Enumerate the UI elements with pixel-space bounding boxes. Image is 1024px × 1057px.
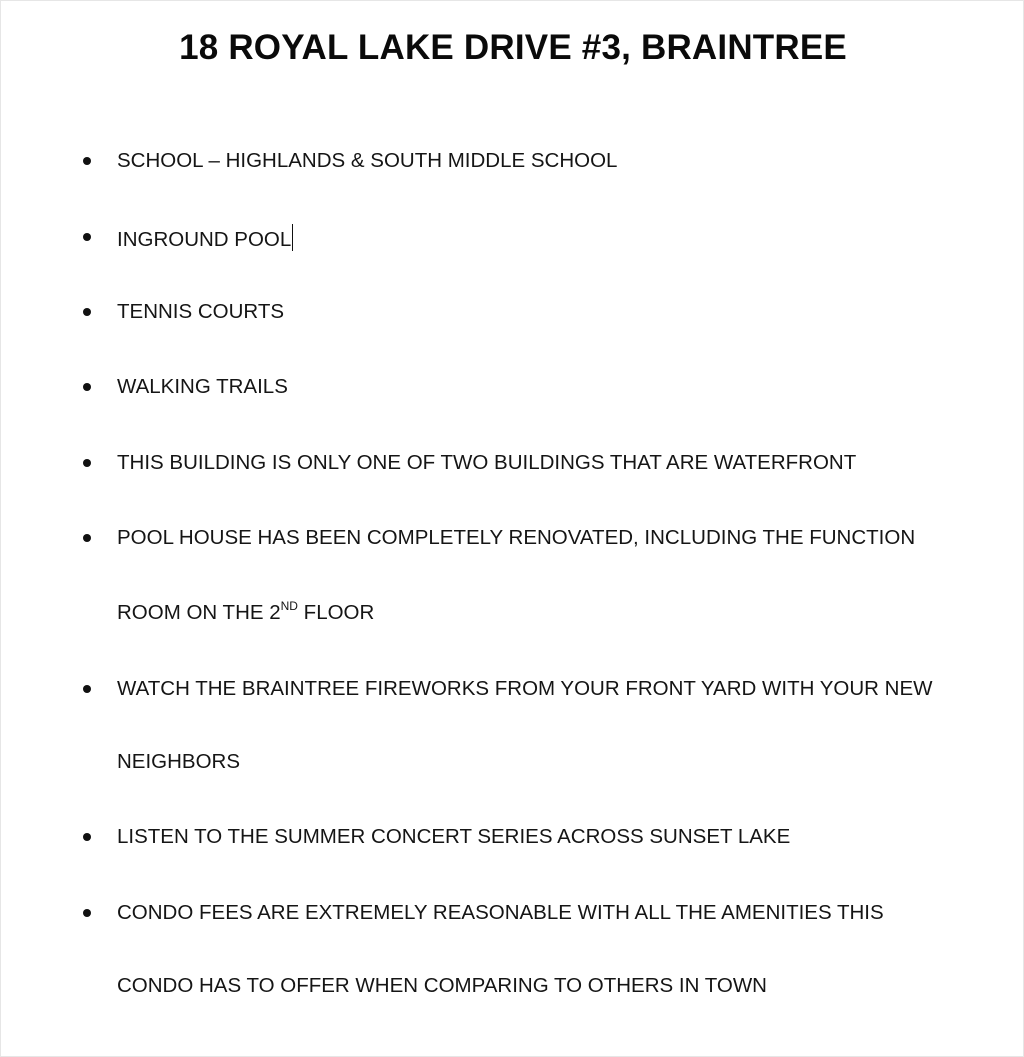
bullet-icon [83, 833, 91, 841]
list-item-text-continued: CONDO HAS TO OFFER WHEN COMPARING TO OTHERS IN TOWN [117, 974, 767, 997]
superscript-ordinal: ND [280, 599, 298, 614]
list-item-text-part: FLOOR [297, 601, 375, 624]
list-item-text-continued [117, 600, 374, 626]
bullet-icon [83, 308, 91, 316]
list-item-text: WALKING TRAILS [117, 375, 288, 398]
document-title: 18 ROYAL LAKE DRIVE #3, BRAINTREE [179, 28, 847, 67]
bullet-icon [83, 233, 91, 241]
list-item-label: INGROUND POOL [117, 228, 292, 251]
list-item-text: THIS BUILDING IS ONLY ONE OF TWO BUILDINGS THAT ARE WATERFRONT [117, 451, 857, 474]
list-item-text-continued: NEIGHBORS [117, 750, 241, 773]
bullet-icon [83, 459, 91, 467]
bullet-icon [83, 534, 91, 542]
bullet-icon [83, 383, 91, 391]
list-item-text: WATCH THE BRAINTREE FIREWORKS FROM YOUR FRONT YARD WITH YOUR NEW [117, 677, 933, 700]
list-item-text [117, 224, 293, 253]
list-item-text: LISTEN TO THE SUMMER CONCERT SERIES ACROSS SUNSET LAKE [117, 825, 791, 848]
list-item-text: CONDO FEES ARE EXTREMELY REASONABLE WITH ALL THE AMENITIES THIS [117, 901, 884, 924]
bullet-icon [83, 157, 91, 165]
list-item-text-part: ROOM ON THE 2 [117, 601, 281, 624]
list-item-text: POOL HOUSE HAS BEEN COMPLETELY RENOVATED, INCLUDING THE FUNCTION [117, 526, 916, 549]
bullet-icon [83, 685, 91, 693]
list-item-text: TENNIS COURTS [117, 300, 285, 323]
text-cursor [292, 224, 293, 251]
bullet-icon [83, 909, 91, 917]
list-item-text: SCHOOL – HIGHLANDS & SOUTH MIDDLE SCHOOL [117, 149, 618, 172]
